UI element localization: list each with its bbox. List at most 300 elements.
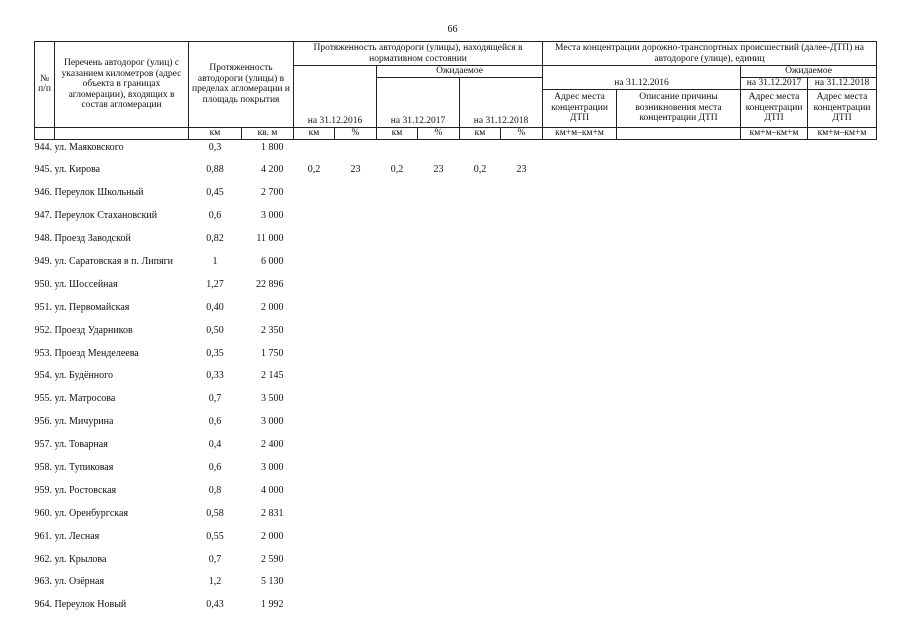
norm-pct-2016 [335,506,377,529]
norm-km-2017 [377,552,418,575]
road-name: ул. Крылова [54,553,107,565]
dtp-address-2018 [808,437,877,460]
norm-pct-2018 [501,254,543,277]
area-sqm: 2 350 [261,324,284,336]
norm-pct-2016 [335,574,377,597]
table-row [35,368,877,391]
length-km: 0,43 [206,599,224,611]
norm-pct-2017 [418,231,460,254]
area-sqm: 22 896 [256,278,284,290]
road-name: Переулок Новый [54,599,127,611]
norm-km-2018 [460,346,501,369]
norm-pct-2017 [418,185,460,208]
dtp-address-2017 [741,368,808,391]
dtp-address-2016 [543,254,617,277]
area-sqm: 4 000 [261,484,284,496]
dtp-address-2018 [808,323,877,346]
road-name: Проезд Заводской [54,233,131,245]
dtp-address-2017 [741,574,808,597]
road-name: Проезд Ударников [54,324,133,336]
dtp-address-2017 [741,162,808,185]
norm-km-2018 [460,391,501,414]
norm-km-2017 [377,254,418,277]
header-dtp-expected: Ожидаемое [741,66,877,78]
norm-pct-2018 [501,323,543,346]
norm-pct-2017: 23 [433,164,444,176]
table-row [35,506,877,529]
norm-km-2016 [294,574,335,597]
norm-pct-2016 [335,323,377,346]
road-name: ул. Оренбургская [54,507,129,519]
unit-blank-1 [35,127,55,139]
norm-km-2017 [377,597,418,620]
norm-pct-2018 [501,391,543,414]
dtp-address-2016 [543,391,617,414]
norm-pct-2016 [335,368,377,391]
header-dtp: Места концентрации дорожно-транспортных происшествий (далее-ДТП) на автодороге (улице), единиц [543,42,877,66]
header-dtp-2018: на 31.12.2018 [808,78,877,90]
road-name: ул. Мичурина [54,416,114,428]
road-name: ул. Кирова [54,164,101,176]
dtp-address-2018 [808,185,877,208]
dtp-address-2018 [808,162,877,185]
norm-pct-2016 [335,231,377,254]
table-row [35,185,877,208]
norm-km-2018 [460,414,501,437]
norm-pct-2018 [501,574,543,597]
norm-km-2016 [294,231,335,254]
norm-pct-2016 [335,185,377,208]
area-sqm: 2 400 [261,439,284,451]
dtp-address-2017 [741,277,808,300]
table-row [35,300,877,323]
norm-pct-2016 [335,139,377,162]
unit-pct-2018: % [501,127,543,139]
norm-km-2016 [294,139,335,162]
unit-pct-2017: % [418,127,460,139]
norm-pct-2018 [501,185,543,208]
dtp-address-2016 [543,368,617,391]
norm-km-2017 [377,323,418,346]
header-norm-expected: Ожидаемое [377,66,543,78]
norm-pct-2017 [418,529,460,552]
dtp-address-2018 [808,368,877,391]
length-km: 0,40 [206,301,224,313]
table-row [35,552,877,575]
unit-km: км [189,127,242,139]
norm-km-2016 [294,460,335,483]
table-header [35,42,877,140]
norm-pct-2017 [418,597,460,620]
dtp-address-2017 [741,391,808,414]
area-sqm: 2 831 [261,507,284,519]
norm-pct-2016 [335,552,377,575]
table-row [35,162,877,185]
row-number: 958. [34,461,52,473]
header-dtp-address-2017: Адрес места концентрации ДТП [741,89,808,127]
area-sqm: 11 000 [256,233,284,245]
dtp-reason [617,368,741,391]
norm-km-2018 [460,437,501,460]
area-sqm: 3 000 [261,461,284,473]
length-km: 0,33 [206,370,224,382]
norm-pct-2017 [418,552,460,575]
row-number: 962. [34,553,52,565]
dtp-address-2016 [543,185,617,208]
road-name: ул. Товарная [54,439,108,451]
norm-pct-2017 [418,437,460,460]
row-number: 960. [34,507,52,519]
unit-pct-2016: % [335,127,377,139]
norm-pct-2018 [501,437,543,460]
unit-kmm-2016: км+м–км+м [543,127,617,139]
norm-pct-2016 [335,391,377,414]
norm-km-2018 [460,368,501,391]
length-km: 0,6 [208,210,222,222]
dtp-address-2017 [741,300,808,323]
dtp-address-2016 [543,414,617,437]
dtp-address-2017 [741,529,808,552]
length-km: 1,2 [208,576,222,588]
dtp-address-2018 [808,346,877,369]
norm-pct-2018 [501,277,543,300]
area-sqm: 2 700 [261,187,284,199]
norm-km-2017 [377,185,418,208]
row-number: 949. [34,255,52,267]
dtp-address-2017 [741,483,808,506]
norm-pct-2017 [418,391,460,414]
header-length: Протяженность автодороги (улицы) в пределах агломерации и площадь покрытия [189,42,294,128]
row-number: 952. [34,324,52,336]
norm-pct-2016 [335,483,377,506]
norm-km-2017: 0,2 [390,164,404,176]
dtp-address-2016 [543,552,617,575]
road-name: ул. Тупиковая [54,461,114,473]
road-name: ул. Озёрная [54,576,105,588]
table-row [35,414,877,437]
header-dtp-2017: на 31.12.2017 [741,78,808,90]
road-name: ул. Ростовская [54,484,117,496]
unit-blank-2 [55,127,189,139]
dtp-reason [617,437,741,460]
dtp-address-2017 [741,185,808,208]
road-name: Переулок Стахановский [54,210,158,222]
norm-km-2018 [460,552,501,575]
dtp-address-2017 [741,231,808,254]
row-number: 956. [34,416,52,428]
table-body [35,139,877,620]
norm-km-2018 [460,483,501,506]
norm-pct-2016: 23 [350,164,361,176]
norm-pct-2017 [418,346,460,369]
dtp-reason [617,346,741,369]
norm-km-2018 [460,529,501,552]
area-sqm: 3 500 [261,393,284,405]
dtp-address-2018 [808,597,877,620]
length-km: 0,50 [206,324,224,336]
norm-km-2016 [294,437,335,460]
norm-km-2018 [460,208,501,231]
dtp-reason [617,323,741,346]
norm-pct-2018 [501,506,543,529]
norm-km-2018 [460,185,501,208]
norm-km-2017 [377,414,418,437]
table-row [35,597,877,620]
norm-pct-2016 [335,346,377,369]
norm-pct-2017 [418,323,460,346]
table-row [35,231,877,254]
length-km: 0,7 [208,553,222,565]
area-sqm: 2 145 [261,370,284,382]
table-row [35,460,877,483]
dtp-reason [617,139,741,162]
length-km: 0,58 [206,507,224,519]
dtp-address-2017 [741,552,808,575]
norm-km-2016 [294,414,335,437]
norm-km-2017 [377,391,418,414]
road-name: Проезд Менделеева [54,347,139,359]
row-number: 947. [34,210,52,222]
dtp-address-2016 [543,529,617,552]
dtp-address-2016 [543,506,617,529]
norm-pct-2017 [418,483,460,506]
norm-km-2016 [294,323,335,346]
norm-pct-2017 [418,139,460,162]
length-km: 0,7 [208,393,222,405]
dtp-reason [617,391,741,414]
row-number: 944. [34,141,52,153]
length-km: 1 [212,255,218,267]
dtp-reason [617,300,741,323]
norm-km-2016: 0,2 [307,164,321,176]
table-row [35,529,877,552]
dtp-reason [617,460,741,483]
dtp-address-2016 [543,208,617,231]
table-row [35,254,877,277]
norm-km-2017 [377,208,418,231]
table-row [35,346,877,369]
norm-km-2017 [377,300,418,323]
norm-pct-2018 [501,414,543,437]
dtp-address-2016 [543,574,617,597]
norm-pct-2016 [335,460,377,483]
table-row [35,483,877,506]
header-norm-2016: на 31.12.2016 [294,66,377,128]
row-number: 945. [34,164,52,176]
dtp-address-2017 [741,208,808,231]
norm-pct-2017 [418,254,460,277]
norm-km-2018 [460,300,501,323]
row-number: 946. [34,187,52,199]
norm-km-2018 [460,231,501,254]
row-number: 963. [34,576,52,588]
dtp-reason [617,277,741,300]
norm-pct-2016 [335,208,377,231]
road-name: ул. Саратовская в п. Липяги [54,255,174,267]
dtp-address-2017 [741,437,808,460]
norm-km-2016 [294,208,335,231]
norm-km-2017 [377,483,418,506]
row-number: 961. [34,530,52,542]
road-name: ул. Первомайская [54,301,130,313]
dtp-reason [617,552,741,575]
dtp-address-2016 [543,323,617,346]
unit-km-2016: км [294,127,335,139]
norm-pct-2017 [418,368,460,391]
norm-pct-2018 [501,346,543,369]
dtp-address-2016 [543,437,617,460]
norm-pct-2018 [501,208,543,231]
area-sqm: 3 000 [261,210,284,222]
norm-km-2017 [377,368,418,391]
area-sqm: 6 000 [261,255,284,267]
norm-pct-2016 [335,414,377,437]
road-name: Переулок Школьный [54,187,144,199]
dtp-reason [617,506,741,529]
road-name: ул. Матросова [54,393,116,405]
area-sqm: 1 992 [261,599,284,611]
norm-pct-2017 [418,208,460,231]
dtp-address-2018 [808,300,877,323]
norm-km-2017 [377,460,418,483]
norm-km-2016 [294,185,335,208]
dtp-address-2017 [741,323,808,346]
unit-km-2017: км [377,127,418,139]
norm-km-2018 [460,277,501,300]
header-dtp-2016: на 31.12.2016 [543,66,741,90]
header-normative: Протяженность автодороги (улицы), находящейся в нормативном состоянии [294,42,543,66]
norm-pct-2017 [418,460,460,483]
road-name: ул. Маяковского [54,141,124,153]
dtp-address-2018 [808,254,877,277]
dtp-address-2018 [808,574,877,597]
dtp-reason [617,254,741,277]
dtp-reason [617,414,741,437]
dtp-address-2018 [808,139,877,162]
roads-table [34,41,877,620]
length-km: 0,6 [208,461,222,473]
norm-pct-2016 [335,277,377,300]
header-road-list: Перечень автодорог (улиц) с указанием километров (адрес объекта в границах агломерации), входящих в состав агломерации [55,42,189,128]
unit-sqm: кв. м [242,127,294,139]
norm-km-2018 [460,254,501,277]
length-km: 0,55 [206,530,224,542]
norm-km-2016 [294,300,335,323]
row-number: 954. [34,370,52,382]
norm-pct-2018 [501,483,543,506]
norm-km-2016 [294,597,335,620]
area-sqm: 1 800 [261,141,284,153]
norm-km-2017 [377,574,418,597]
dtp-address-2017 [741,597,808,620]
table-row [35,574,877,597]
norm-km-2018 [460,139,501,162]
norm-pct-2017 [418,277,460,300]
dtp-address-2018 [808,414,877,437]
norm-km-2017 [377,529,418,552]
dtp-address-2018 [808,552,877,575]
norm-km-2017 [377,437,418,460]
dtp-reason [617,529,741,552]
road-name: ул. Будённого [54,370,113,382]
length-km: 1,27 [206,278,224,290]
norm-km-2018 [460,323,501,346]
length-km: 0,8 [208,484,222,496]
norm-km-2016 [294,552,335,575]
dtp-reason [617,185,741,208]
norm-km-2016 [294,391,335,414]
norm-pct-2017 [418,300,460,323]
norm-km-2018: 0,2 [473,164,487,176]
dtp-address-2016 [543,346,617,369]
row-number: 964. [34,599,52,611]
page-number: 66 [447,24,458,35]
norm-pct-2016 [335,529,377,552]
dtp-address-2016 [543,597,617,620]
unit-blank-3 [617,127,741,139]
row-number: 953. [34,347,52,359]
length-km: 0,82 [206,233,224,245]
area-sqm: 1 750 [261,347,284,359]
area-sqm: 3 000 [261,416,284,428]
norm-pct-2018 [501,231,543,254]
norm-km-2018 [460,460,501,483]
norm-km-2017 [377,139,418,162]
length-km: 0,3 [208,141,222,153]
table-row [35,139,877,162]
norm-km-2017 [377,346,418,369]
unit-kmm-2018: км+м–км+м [808,127,877,139]
norm-km-2016 [294,254,335,277]
length-km: 0,4 [208,439,222,451]
norm-km-2016 [294,368,335,391]
dtp-reason [617,208,741,231]
header-number: № п/п [35,42,55,128]
road-name: ул. Лесная [54,530,100,542]
dtp-address-2017 [741,139,808,162]
header-dtp-reason: Описание причины возникновения места концентрации ДТП [617,89,741,127]
norm-km-2018 [460,506,501,529]
table-row [35,277,877,300]
row-number: 951. [34,301,52,313]
dtp-address-2018 [808,529,877,552]
row-number: 955. [34,393,52,405]
area-sqm: 5 130 [261,576,284,588]
dtp-address-2018 [808,277,877,300]
length-km: 0,6 [208,416,222,428]
area-sqm: 2 000 [261,530,284,542]
dtp-address-2018 [808,483,877,506]
norm-km-2016 [294,346,335,369]
norm-km-2016 [294,483,335,506]
norm-pct-2016 [335,437,377,460]
dtp-address-2017 [741,506,808,529]
norm-km-2018 [460,597,501,620]
dtp-reason [617,162,741,185]
length-km: 0,88 [206,164,224,176]
dtp-reason [617,597,741,620]
table-row [35,323,877,346]
norm-km-2017 [377,277,418,300]
dtp-reason [617,574,741,597]
area-sqm: 4 200 [261,164,284,176]
unit-kmm-2017: км+м–км+м [741,127,808,139]
norm-pct-2018 [501,139,543,162]
norm-km-2017 [377,231,418,254]
norm-km-2016 [294,506,335,529]
dtp-address-2017 [741,414,808,437]
norm-pct-2017 [418,506,460,529]
